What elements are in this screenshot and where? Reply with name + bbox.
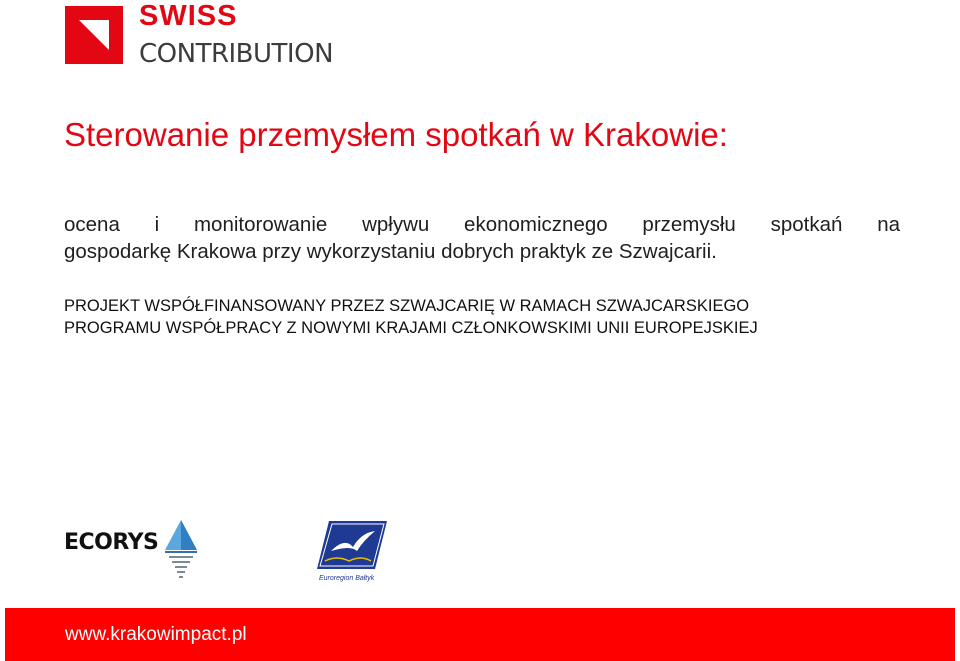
- ecorys-triangle-icon: [162, 520, 200, 582]
- project-note-line-2: PROGRAMU WSPÓŁPRACY Z NOWYMI KRAJAMI CZŁONKOWSKIMI UNII EUROPEJSKIEJ: [64, 319, 758, 337]
- subtitle-line-2: gospodarkę Krakowa przy wykorzystaniu dobrych praktyk ze Szwajcarii.: [64, 240, 717, 263]
- project-cofinancing-note: [64, 295, 758, 339]
- euroregion-seagull-icon: [317, 521, 387, 583]
- logo-contribution-text: CONTRIBUTION: [139, 39, 334, 69]
- subtitle: [64, 211, 900, 265]
- ecorys-logo: [64, 518, 204, 584]
- website-url: www.krakowimpact.pl: [65, 624, 247, 645]
- logo-swiss-text: SWISS: [139, 0, 238, 32]
- page-title: Sterowanie przemysłem spotkań w Krakowie:: [64, 116, 728, 153]
- project-note-line-1: PROJEKT WSPÓŁFINANSOWANY PRZEZ SZWAJCARIĘ W RAMACH SZWAJCARSKIEGO: [64, 297, 750, 315]
- swiss-flag-icon: [65, 6, 123, 64]
- euroregion-logo-text: Euroregion Bałtyk: [319, 575, 375, 582]
- footer-bar: [5, 608, 955, 661]
- ecorys-logo-text: ECORYS: [64, 530, 159, 555]
- euroregion-baltyk-logo: [317, 521, 387, 583]
- subtitle-line-1: ocena i monitorowanie wpływu ekonomicznego przemysłu spotkań na: [64, 213, 900, 236]
- swiss-contribution-logo: [65, 0, 365, 69]
